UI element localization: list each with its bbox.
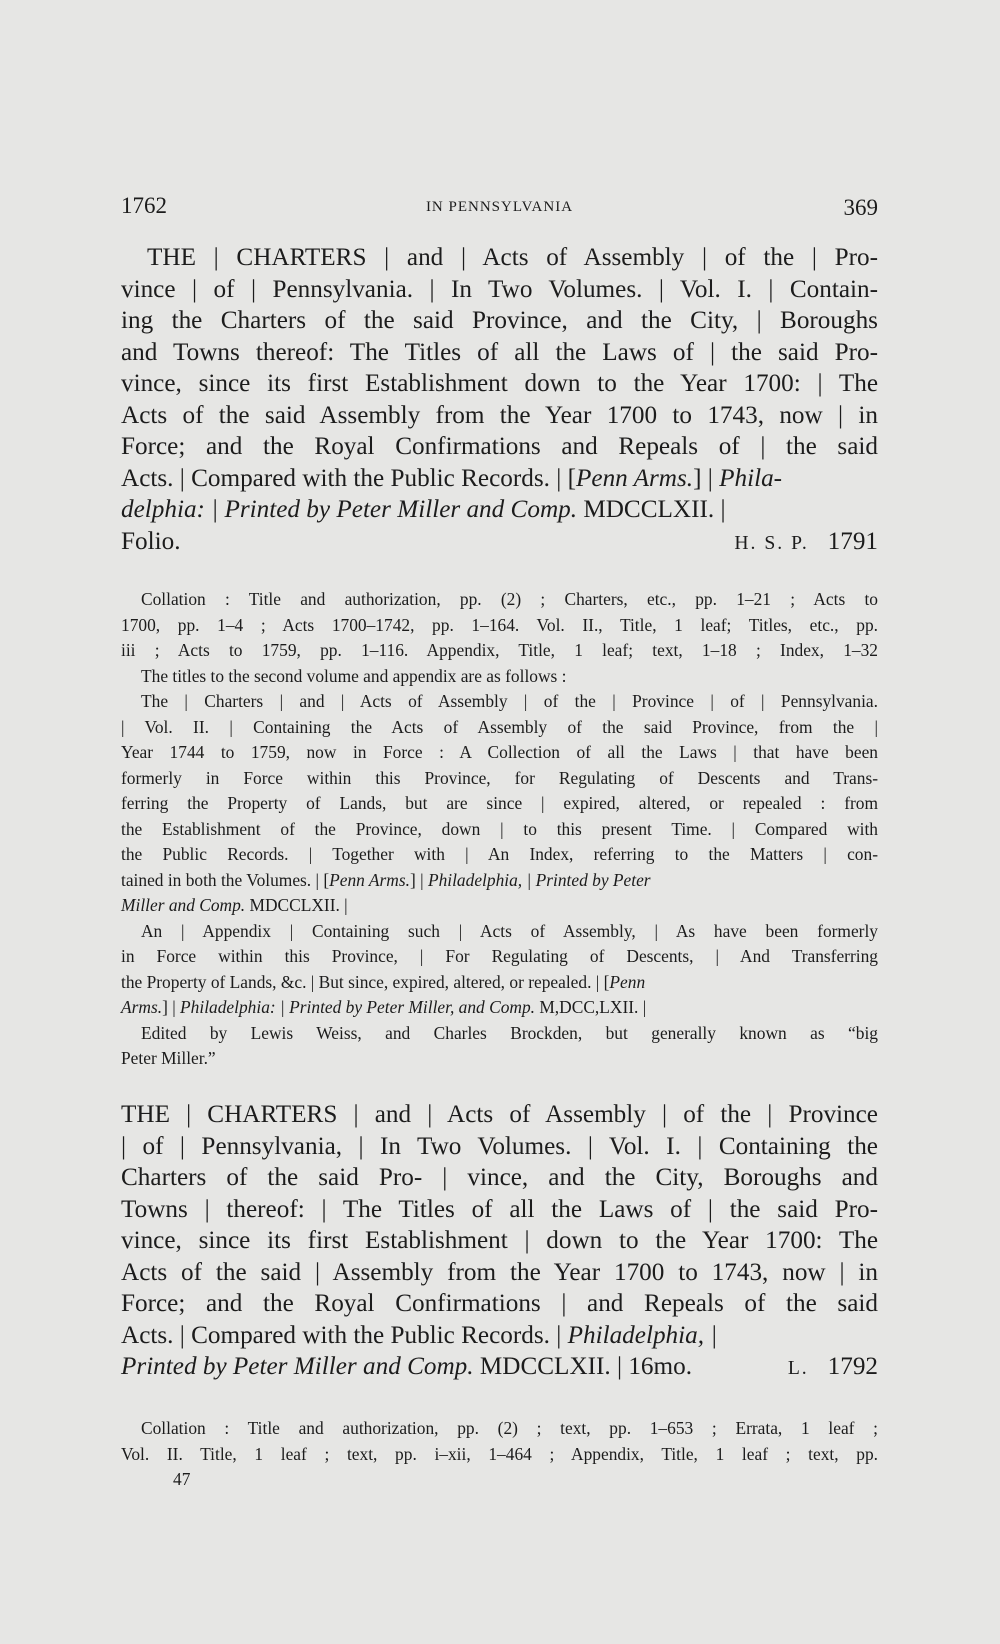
collation-line: | Vol. II. | Containing the Acts of Assembly of the said Province, from the | [121,716,878,737]
entry-line: vince | of | Pennsylvania. | In Two Volumes. | Vol. I. | Contain- [121,275,878,303]
collation-line: The | Charters | and | Acts of Assembly | of the | Province | of | Pennsylvania. [141,691,878,711]
entry-line: and Towns thereof: The Titles of all the Laws of | the said Pro- [121,338,878,366]
entry-number-group [734,526,878,560]
collation-line: iii ; Acts to 1759, pp. 1–116. Appendix, Title, 1 leaf; text, 1–18 ; Index, 1–32 [121,640,878,660]
text-segment: ] | [162,997,181,1017]
collation-line: the Public Records. | Together with | An Index, referring to the Matters | con- [121,844,878,864]
entry-line: vince, since its first Establishment | down to the Year 1700: The [121,1227,878,1254]
entry-line: Charters of the said Pro- | vince, and the City, Boroughs and [121,1164,878,1191]
entry-line: Towns | thereof: | The Titles of all the Laws of | the said Pro- [121,1195,878,1223]
collation-line: Year 1744 to 1759, now in Force : A Collection of all the Laws | that have been [121,742,878,762]
text-segment: Acts. | Compared with the Public Records. | [121,1321,568,1349]
entry-line: Force; and the Royal Confirmations and Repeals of | the said [121,433,878,460]
text-segment: Penn Arms. [576,464,694,492]
text-segment: MDCCLXII. | [245,895,348,915]
text-segment: ] | [409,869,428,890]
collation-1791 [121,587,878,1072]
collation-line [121,970,878,996]
text-segment: Phila- [719,464,783,492]
text-segment: MDCCLXII. | [577,496,726,523]
collation-line: formerly in Force within this Province, for Regulating of Descents and Trans- [121,767,878,788]
collation-line: in Force within this Province, | For Regulating of Descents, | And Transferring [121,946,878,966]
entry-1791 [121,242,878,557]
collation-line: Peter Miller.” [121,1048,216,1068]
location-code: H. S. P. [734,531,809,554]
page-number: 369 [843,195,878,220]
text-segment: M,DCC,LXII. | [535,997,647,1017]
entry-number: 1791 [827,527,878,555]
running-head [121,193,878,227]
text-segment: tained in both the Volumes. | [ [121,869,330,890]
collation-line: 1700, pp. 1–4 ; Acts 1700–1742, pp. 1–164. Vol. II., Title, 1 leaf; Titles, etc., pp. [121,614,878,635]
entry-number: 1792 [827,1353,878,1380]
collation-line: The titles to the second volume and appendix are as follows : [141,665,567,686]
text-segment: ] | [693,464,720,492]
collation-line [121,893,878,919]
text-segment: the Property of Lands, &c. | But since, expired, altered, or repealed. | [ [121,971,610,992]
text-segment: Miller and Comp. [121,895,246,915]
entry-line [121,463,878,495]
header-year: 1762 [121,193,167,218]
text-segment: Acts. | Compared with the Public Records. | [ [121,464,576,492]
format-label: Folio. [121,527,181,555]
text-segment: delphia: | Printed by Peter Miller and Comp. [121,496,578,523]
collation-line: Collation : Title and authorization, pp. (2) ; Charters, etc., pp. 1–21 ; Acts to [141,589,878,609]
location-code: L. [787,1357,809,1379]
entry-line: vince, since its first Establishment down to the Year 1700: | The [121,370,878,397]
collation-line [121,868,878,894]
collation-line: Collation : Title and authorization, pp. (2) ; text, pp. 1–653 ; Errata, 1 leaf ; [141,1418,878,1438]
text-segment: Penn [609,971,646,992]
text-segment: Printed by Peter Miller and Comp. [121,1353,474,1380]
entry-line: Acts of the said Assembly from the Year 1700 to 1743, now | in [121,401,878,429]
text-segment: Philadelphia: | Printed by Peter Miller, and Comp. [180,997,535,1017]
text-segment: Philadelphia, | Printed by Peter [427,869,651,890]
text-segment: Penn Arms. [329,869,410,890]
entry-line: | of | Pennsylvania, | In Two Volumes. | Vol. I. | Containing the [121,1132,878,1160]
entry-line: Force; and the Royal Confirmations | and Repeals of the said [121,1290,878,1317]
text-segment: MDCCLXII. | 16mo. [473,1353,693,1380]
entry-line: ing the Charters of the said Province, and the City, | Boroughs [121,307,878,334]
collation-line: Vol. II. Title, 1 leaf ; text, pp. i–xii, 1–464 ; Appendix, Title, 1 leaf ; text, pp. [121,1443,878,1464]
entry-line: Acts of the said | Assembly from the Year 1700 to 1743, now | in [121,1258,878,1286]
text-segment: Philadelphia, | [567,1321,718,1349]
text-segment: Arms. [121,997,163,1017]
entry-number-group [788,1351,878,1385]
collation-line: ferring the Property of Lands, but are since | expired, altered, or repealed : from [121,793,878,813]
collation-line [121,995,878,1021]
entry-1792 [121,1099,878,1383]
signature-mark: 47 [173,1469,191,1489]
entry-line [121,1320,878,1352]
collation-line: Edited by Lewis Weiss, and Charles Brockden, but generally known as “big [141,1022,878,1043]
collation-line: An | Appendix | Containing such | Acts of Assembly, | As have been formerly [141,920,878,941]
entry-line [121,526,878,558]
entry-line [121,494,878,526]
collation-1792 [121,1416,878,1493]
entry-line: THE | CHARTERS | and | Acts of Assembly | of the | Pro- [147,244,878,271]
entry-line [121,1351,878,1383]
collation-line: the Establishment of the Province, down | to this present Time. | Compared with [121,818,878,839]
entry-line: THE | CHARTERS | and | Acts of Assembly | of the | Province [121,1101,878,1128]
header-title: IN PENNSYLVANIA [425,199,574,215]
